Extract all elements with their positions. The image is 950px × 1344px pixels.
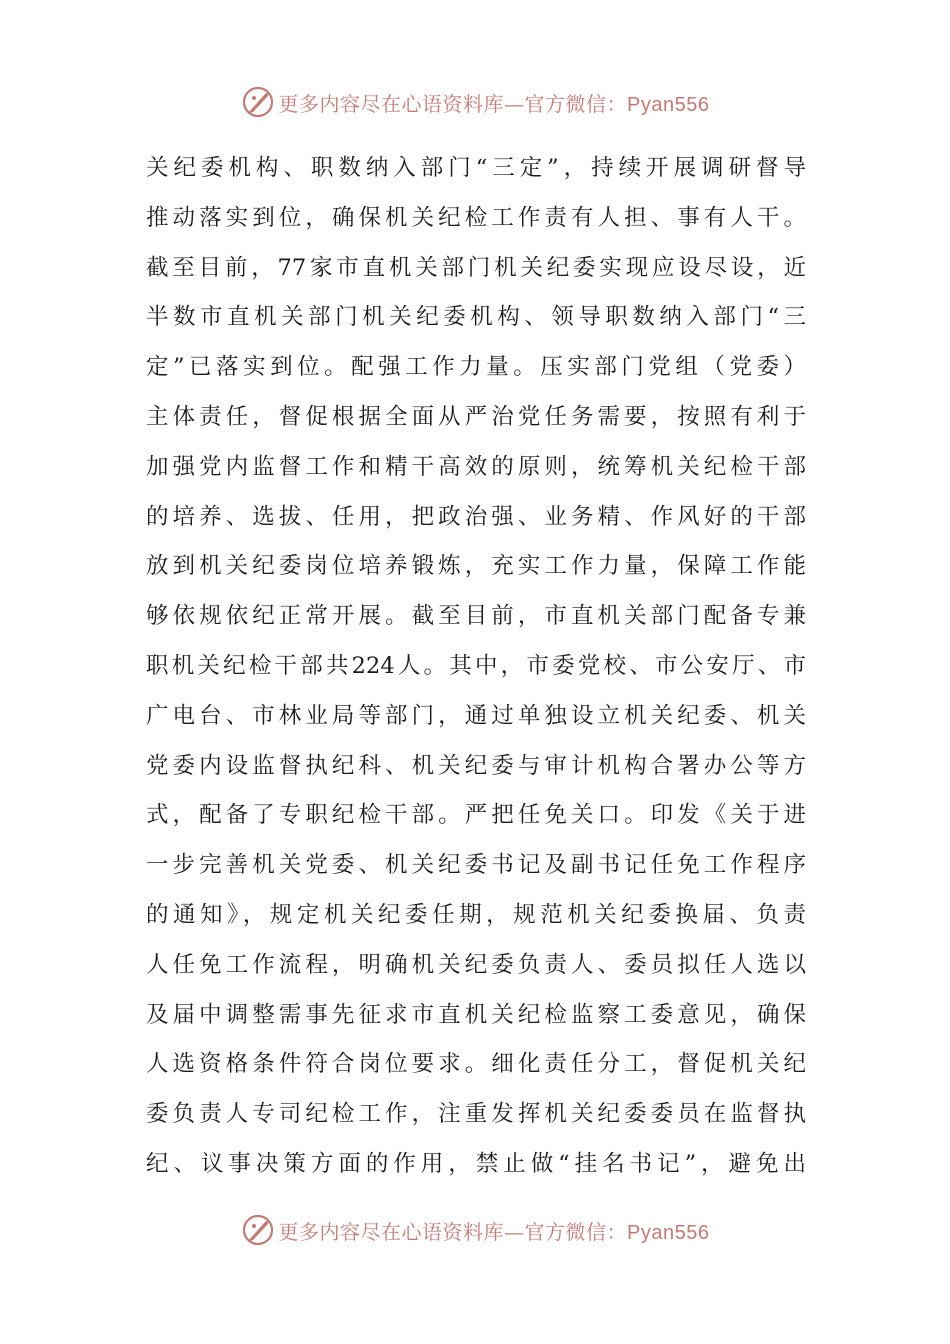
body-line: 及届中调整需事先征求市直机关纪检监察工委意见，确保 <box>146 1001 806 1028</box>
body-line: 的通知》，规定机关纪委任期，规范机关纪委换届、负责 <box>146 901 806 928</box>
body-line: 人任免工作流程，明确机关纪委负责人、委员拟任人选以 <box>146 951 806 978</box>
body-line: 纪、议事决策方面的作用，禁止做“挂名书记”，避免出 <box>146 1150 806 1177</box>
footer-banner-label: 更多内容尽在心语资料库—官方微信： <box>278 1219 628 1244</box>
body-line: 主体责任，督促根据全面从严治党任务需要，按照有利于 <box>146 403 806 430</box>
footer-banner-id: Pyan556 <box>627 1221 710 1244</box>
body-line: 够依规依纪正常开展。截至目前，市直机关部门配备专兼 <box>146 603 806 630</box>
footer-banner <box>0 1210 950 1250</box>
header-banner-id: Pyan556 <box>627 93 710 116</box>
body-line: 广电台、市林业局等部门，通过单独设立机关纪委、机关 <box>146 702 806 729</box>
body-line: 关纪委机构、职数纳入部门“三定”，持续开展调研督导 <box>146 155 806 181</box>
body-line: 委负责人专司纪检工作，注重发挥机关纪委委员在监督执 <box>146 1101 806 1128</box>
quill-logo-icon <box>241 1213 275 1247</box>
header-banner <box>0 82 950 122</box>
body-line: 党委内设监督执纪科、机关纪委与审计机构合署办公等方 <box>146 752 806 779</box>
body-line: 一步完善机关党委、机关纪委书记及副书记任免工作程序 <box>146 852 806 879</box>
body-line: 职机关纪检干部共224人。其中，市委党校、市公安厅、市 <box>146 652 806 679</box>
footer-banner-text <box>279 1216 710 1245</box>
body-line: 加强党内监督工作和精干高效的原则，统筹机关纪检干部 <box>146 453 806 480</box>
body-line: 式，配备了专职纪检干部。严把任免关口。印发《关于进 <box>146 802 806 829</box>
quill-logo-icon <box>241 85 275 119</box>
body-line: 人选资格条件符合岗位要求。细化责任分工，督促机关纪 <box>146 1051 806 1078</box>
body-line: 截至目前，77家市直机关部门机关纪委实现应设尽设，近 <box>146 254 806 281</box>
document-body <box>146 144 806 1190</box>
header-banner-label: 更多内容尽在心语资料库—官方微信： <box>278 91 628 116</box>
header-banner-text <box>279 88 710 117</box>
body-line: 定”已落实到位。配强工作力量。压实部门党组（党委） <box>146 354 806 381</box>
body-line: 放到机关纪委岗位培养锻炼，充实工作力量，保障工作能 <box>146 553 806 580</box>
body-line: 半数市直机关部门机关纪委机构、领导职数纳入部门“三 <box>146 304 806 331</box>
body-line: 的培养、选拔、任用，把政治强、业务精、作风好的干部 <box>146 503 806 530</box>
body-line: 推动落实到位，确保机关纪检工作责有人担、事有人干。 <box>146 204 806 231</box>
